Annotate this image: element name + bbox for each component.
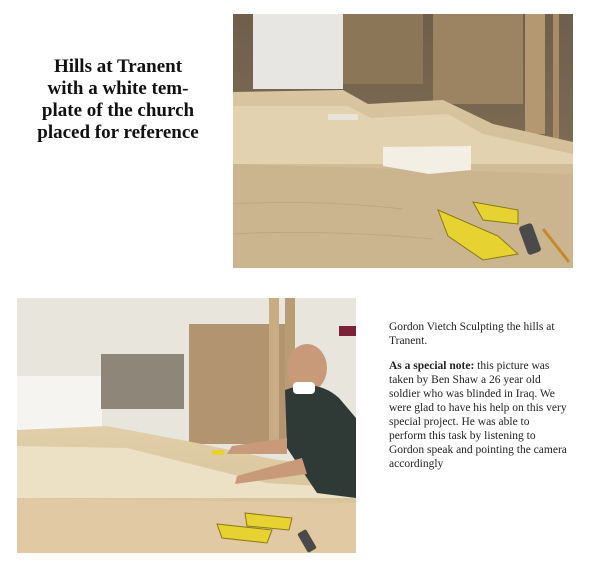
photo-sculpting <box>17 298 356 553</box>
photo-description <box>389 320 569 482</box>
photo-description-line: Gordon Vietch Sculpting the hills at Tranent. <box>389 321 555 347</box>
photo-hills-template <box>233 14 573 268</box>
caption-line-4: placed for reference <box>37 122 199 143</box>
caption-line-2: with a white tem- <box>47 78 189 99</box>
special-note <box>389 359 569 471</box>
caption-line-1: Hills at Tranent <box>53 56 183 77</box>
page-caption <box>18 56 218 144</box>
photo-sculpting-image <box>17 298 356 553</box>
special-note-body: this picture was taken by Ben Shaw a 26 year old soldier who was blinded in Iraq. We were glad to have his help on this very special project. He was able to perform this task by listening to Gordon speak and pointing the camera accordingly <box>389 360 567 470</box>
special-note-label: As a special note: <box>389 360 475 372</box>
photo-hills-template-image <box>233 14 573 268</box>
caption-line-3: plate of the church <box>41 100 195 121</box>
